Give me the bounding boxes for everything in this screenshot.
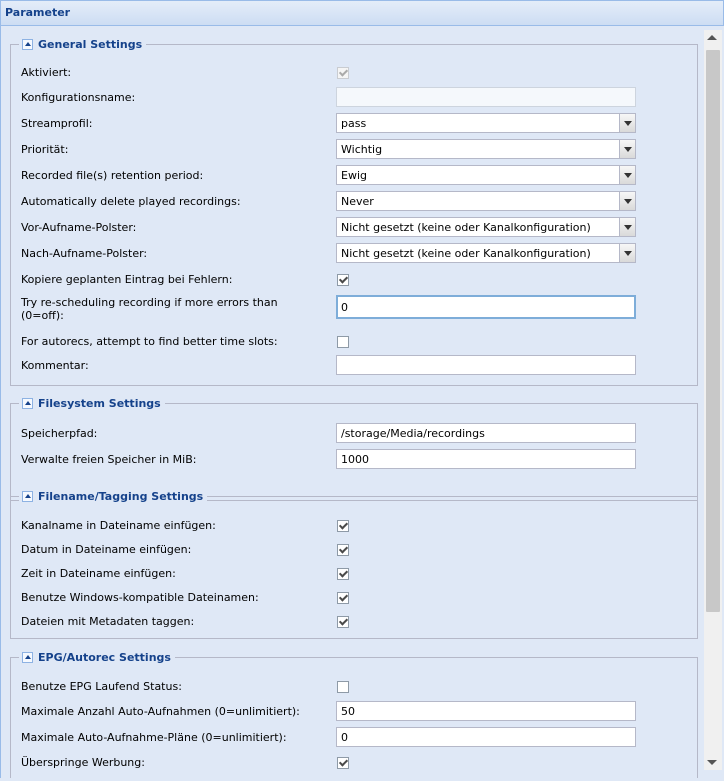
zeit-label: Zeit in Dateiname einfügen:: [21, 567, 176, 580]
aktiviert-checkbox[interactable]: [337, 67, 349, 79]
panel-title: Parameter: [5, 6, 71, 19]
speicherpfad-label: Speicherpfad:: [21, 427, 98, 440]
autorecs-better-label: For autorecs, attempt to find better time slots:: [21, 335, 278, 348]
prioritaet-select[interactable]: [336, 139, 636, 159]
max-plaene-input[interactable]: [336, 727, 636, 747]
dropdown-arrow-icon[interactable]: [619, 113, 636, 133]
konfigname-label: Konfigurationsname:: [21, 91, 136, 104]
kommentar-label: Kommentar:: [21, 359, 89, 372]
reschedule-label: Try re-scheduling recording if more errors than (0=off):: [21, 296, 278, 322]
vor-polster-select[interactable]: [336, 217, 636, 237]
filesystem-settings-section: [10, 396, 698, 501]
collapse-icon[interactable]: [22, 398, 33, 409]
vor-polster-value: Nicht gesetzt (keine oder Kanalkonfiguration): [341, 221, 591, 234]
retention-select[interactable]: [336, 165, 636, 185]
section-title: EPG/Autorec Settings: [38, 650, 171, 664]
autodelete-select[interactable]: [336, 191, 636, 211]
dropdown-arrow-icon[interactable]: [619, 243, 636, 263]
kommentar-input[interactable]: [336, 355, 636, 375]
scroll-up-arrow-icon[interactable]: [707, 35, 717, 40]
section-title: Filename/Tagging Settings: [38, 489, 204, 503]
panel-header: [0, 0, 724, 26]
vertical-scrollbar[interactable]: [704, 30, 722, 770]
section-title: General Settings: [38, 37, 143, 51]
reschedule-input[interactable]: [336, 295, 636, 319]
max-auto-label: Maximale Anzahl Auto-Aufnahmen (0=unlimitiert):: [21, 705, 300, 718]
datum-checkbox[interactable]: [337, 544, 349, 556]
streamprofil-label: Streamprofil:: [21, 117, 93, 130]
autodelete-value: Never: [341, 195, 374, 208]
nach-polster-label: Nach-Aufname-Polster:: [21, 247, 148, 260]
nach-polster-select[interactable]: [336, 243, 636, 263]
windows-checkbox[interactable]: [337, 592, 349, 604]
dropdown-arrow-icon[interactable]: [619, 217, 636, 237]
speicherpfad-input[interactable]: [336, 423, 636, 443]
laufend-label: Benutze EPG Laufend Status:: [21, 680, 182, 693]
autorecs-better-checkbox[interactable]: [337, 336, 349, 348]
epg-autorec-settings-legend[interactable]: [19, 649, 175, 665]
section-title: Filesystem Settings: [38, 396, 161, 410]
konfigname-input[interactable]: [336, 87, 636, 107]
windows-label: Benutze Windows-kompatible Dateinamen:: [21, 591, 259, 604]
form-body: [0, 26, 705, 778]
kanalname-checkbox[interactable]: [337, 520, 349, 532]
nach-polster-value: Nicht gesetzt (keine oder Kanalkonfiguration): [341, 247, 591, 260]
kanalname-label: Kanalname in Dateiname einfügen:: [21, 519, 216, 532]
dropdown-arrow-icon[interactable]: [619, 165, 636, 185]
zeit-checkbox[interactable]: [337, 568, 349, 580]
streamprofil-select[interactable]: [336, 113, 636, 133]
max-plaene-label: Maximale Auto-Aufnahme-Pläne (0=unlimitiert):: [21, 731, 287, 744]
dropdown-arrow-icon[interactable]: [619, 191, 636, 211]
epg-autorec-settings-section: [10, 650, 698, 778]
streamprofil-value: pass: [341, 117, 367, 130]
dropdown-arrow-icon[interactable]: [619, 139, 636, 159]
general-settings-section: [10, 37, 698, 386]
autodelete-label: Automatically delete played recordings:: [21, 195, 241, 208]
scrollbar-thumb[interactable]: [706, 50, 720, 612]
filesystem-settings-legend[interactable]: [19, 395, 165, 411]
collapse-icon[interactable]: [22, 39, 33, 50]
metadaten-checkbox[interactable]: [337, 616, 349, 628]
collapse-icon[interactable]: [22, 491, 33, 502]
metadaten-label: Dateien mit Metadaten taggen:: [21, 615, 195, 628]
aktiviert-label: Aktiviert:: [21, 66, 72, 79]
collapse-icon[interactable]: [22, 652, 33, 663]
kopiere-checkbox[interactable]: [337, 274, 349, 286]
prioritaet-label: Priorität:: [21, 143, 69, 156]
freier-speicher-input[interactable]: [336, 449, 636, 469]
filename-tagging-settings-legend[interactable]: [19, 488, 207, 504]
werbung-checkbox[interactable]: [337, 757, 349, 769]
prioritaet-value: Wichtig: [341, 143, 383, 156]
scroll-down-arrow-icon[interactable]: [707, 760, 717, 765]
retention-label: Recorded file(s) retention period:: [21, 169, 204, 182]
vor-polster-label: Vor-Aufname-Polster:: [21, 221, 137, 234]
datum-label: Datum in Dateiname einfügen:: [21, 543, 192, 556]
werbung-label: Überspringe Werbung:: [21, 756, 145, 769]
max-auto-input[interactable]: [336, 701, 636, 721]
kopiere-label: Kopiere geplanten Eintrag bei Fehlern:: [21, 273, 233, 286]
freier-speicher-label: Verwalte freien Speicher in MiB:: [21, 453, 197, 466]
filename-tagging-settings-section: [10, 489, 698, 639]
retention-value: Ewig: [341, 169, 367, 182]
laufend-checkbox[interactable]: [337, 681, 349, 693]
general-settings-legend[interactable]: [19, 36, 146, 52]
